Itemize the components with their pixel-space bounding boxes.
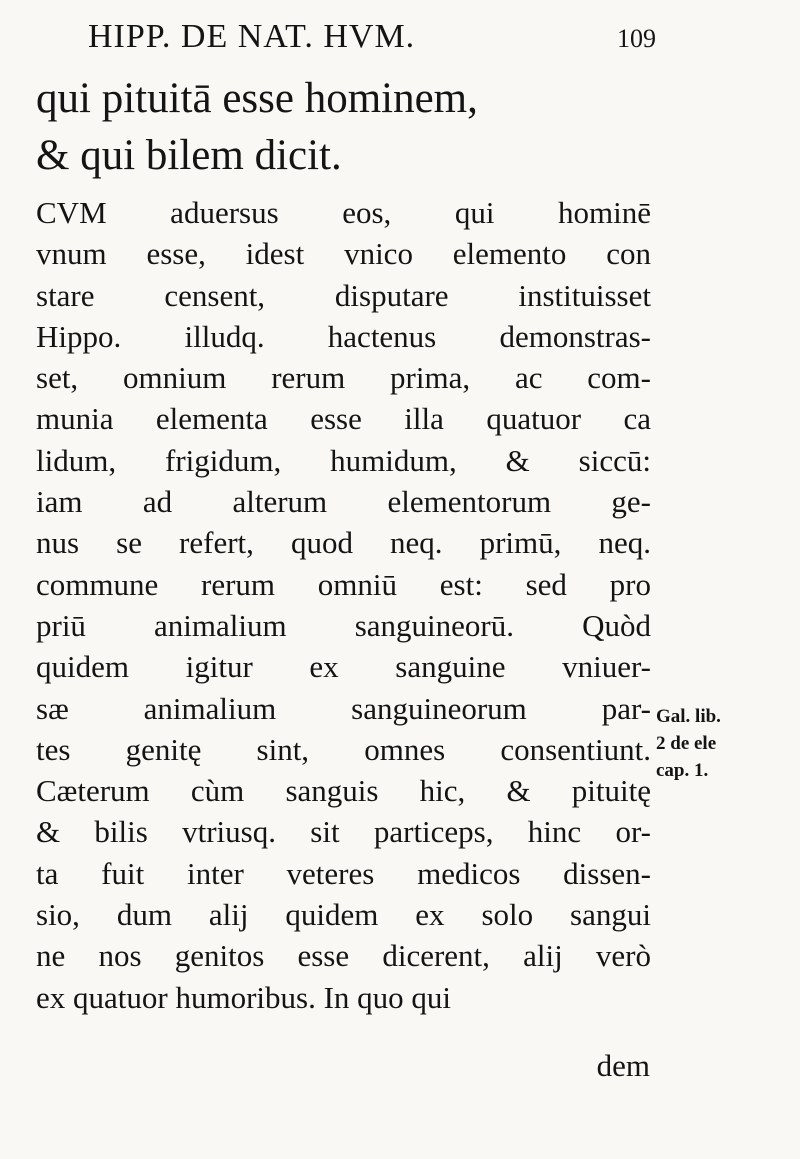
marginal-note	[656, 703, 766, 784]
body-line: vnum esse, idest vnico elemento con	[36, 236, 651, 272]
marginal-note-line: cap. 1.	[656, 760, 709, 781]
body-line: ne nos genitos esse dicerent, alij verò	[36, 938, 651, 974]
body-line: ta fuit inter veteres medicos dissen-	[36, 855, 651, 891]
body-line: Cæterum cùm sanguis hic, & pituitę	[36, 773, 651, 809]
body-line: lidum, frigidum, humidum, & siccū:	[36, 442, 651, 478]
page-header	[88, 18, 656, 62]
body-line: iam ad alterum elementorum ge-	[36, 484, 651, 520]
body-line: sæ animalium sanguineorum par-	[36, 690, 651, 726]
body-line: commune rerum omniū est: sed pro	[36, 566, 651, 602]
body-line: ex quatuor humoribus. In quo qui	[36, 979, 452, 1015]
body-line: Hippo. illudq. hactenus demonstras-	[36, 318, 651, 354]
body-line: stare censent, disputare instituisset	[36, 277, 651, 313]
body-line: CVM aduersus eos, qui hominē	[36, 195, 651, 230]
body-line: set, omnium rerum prima, ac com-	[36, 360, 651, 396]
page-number: 109	[617, 24, 656, 53]
body-text	[36, 192, 651, 1018]
section-title	[36, 70, 656, 184]
marginal-note-line: 2 de ele	[656, 733, 717, 754]
body-line: priū animalium sanguineorū. Quòd	[36, 607, 651, 643]
catchword: dem	[596, 1048, 650, 1083]
body-line: tes genitę sint, omnes consentiunt.	[36, 731, 651, 767]
running-head: HIPP. DE NAT. HVM.	[88, 18, 416, 55]
body-line: quidem igitur ex sanguine vniuer-	[36, 649, 651, 685]
body-line: & bilis vtriusq. sit particeps, hinc or-	[36, 814, 651, 850]
marginal-note-line: Gal. lib.	[656, 706, 721, 727]
body-line: nus se refert, quod neq. primū, neq.	[36, 525, 651, 561]
title-line: qui pituitā esse hominem,	[36, 75, 478, 122]
body-line: sio, dum alij quidem ex solo sangui	[36, 897, 651, 933]
title-line: & qui bilem dicit.	[36, 132, 342, 179]
body-line: munia elementa esse illa quatuor ca	[36, 401, 651, 437]
